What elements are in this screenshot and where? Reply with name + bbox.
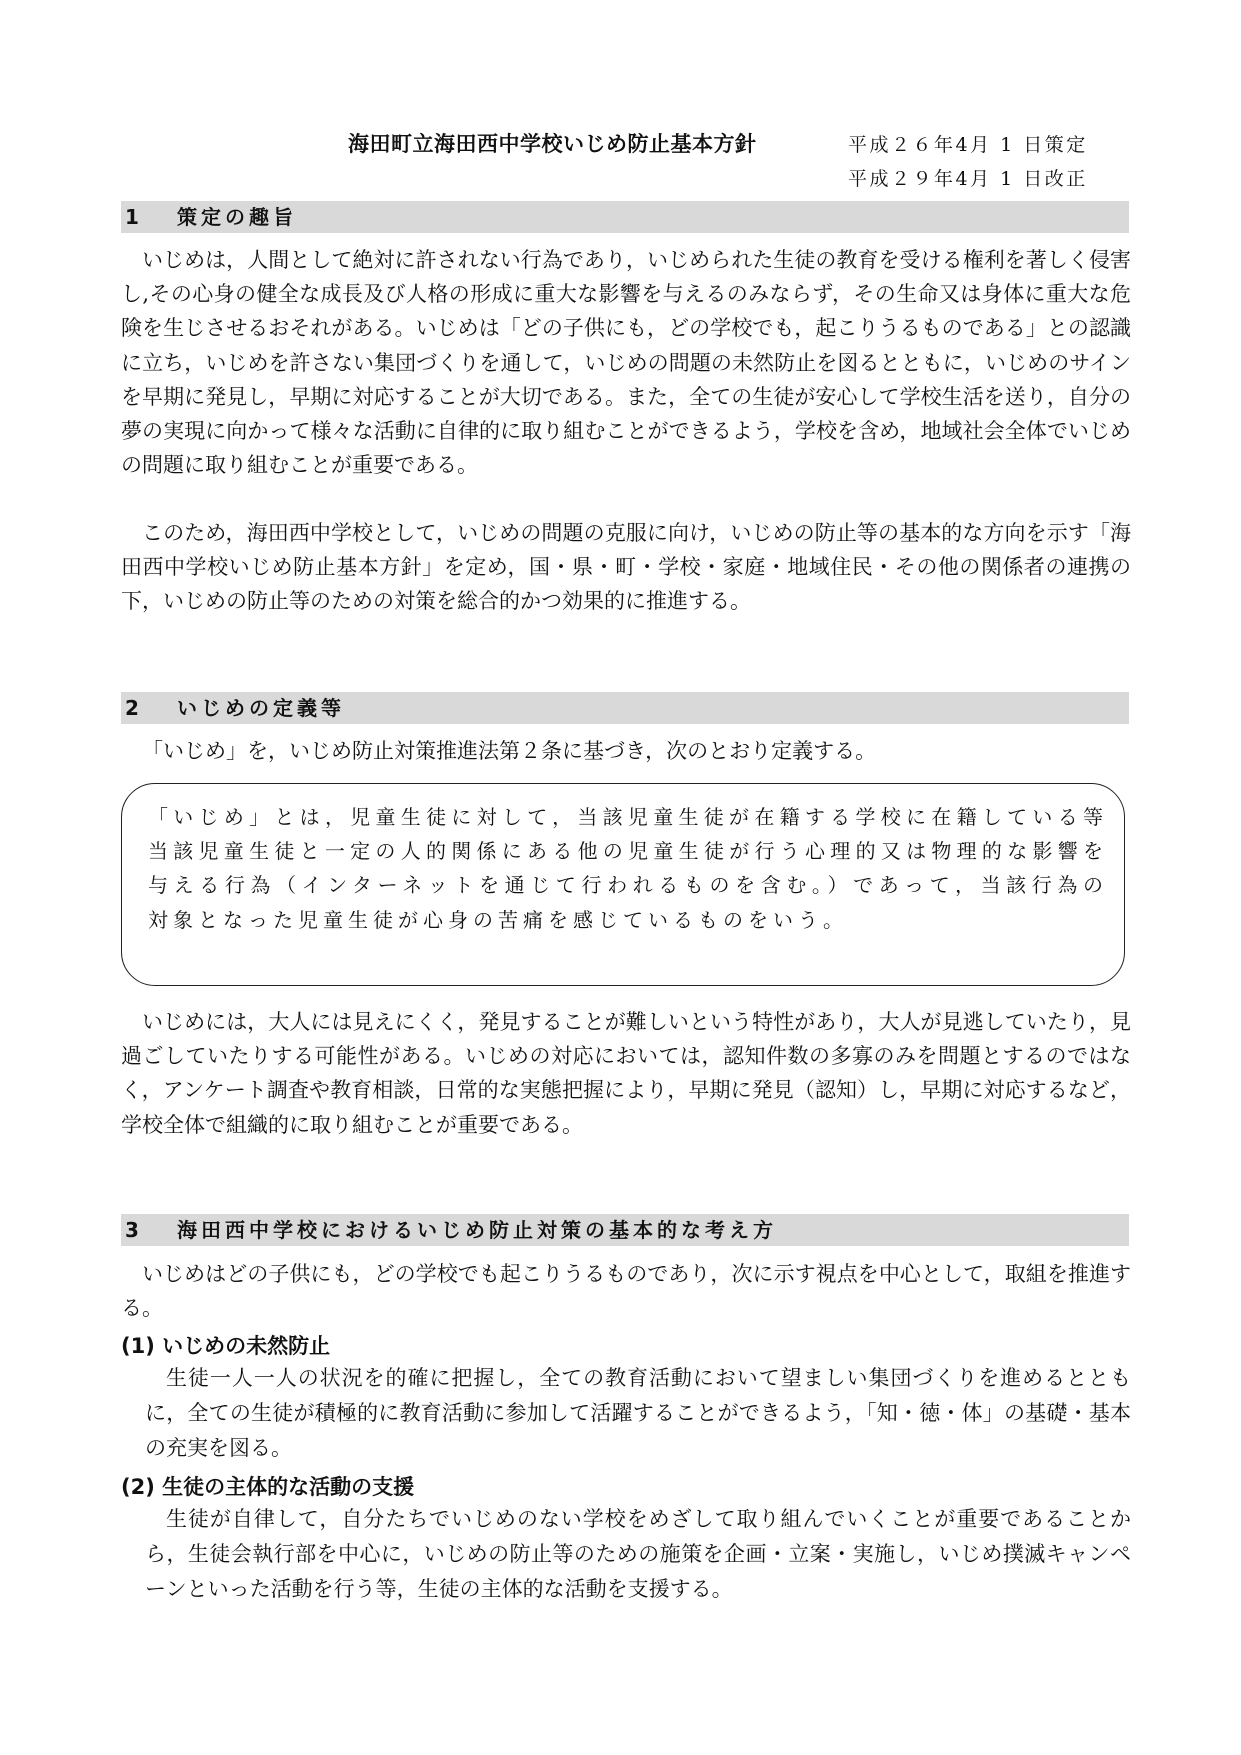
- section-3-intro: いじめはどの子供にも，どの学校でも起こりうるものであり，次に示す視点を中心として，取組を推進する。: [121, 1262, 1131, 1321]
- section-1-heading: [121, 201, 1129, 233]
- section-1-number: 1: [125, 205, 139, 229]
- section-2-number: 2: [125, 696, 139, 720]
- section-2-paragraph: いじめには，大人には見えにくく，発見することが難しいという特性があり，大人が見逃していたり，見過ごしていたりする可能性がある。いじめの対応においては，認知件数の多寡のみを問題とするのではなく，アンケート調査や教育相談，日常的な実態把握により，早期に発見（認知）し，早期に対応するなど，学校全体で組織的に取り組むことが重要である。: [121, 1010, 1131, 1137]
- subsection-2-heading: (2) 生徒の主体的な活動の支援: [121, 1475, 415, 1499]
- date-revised: 平成２９年4月 1 日改正: [848, 168, 1088, 190]
- section-2-title: いじめの定義等: [177, 696, 345, 720]
- subsection-2-text: 生徒が自律して，自分たちでいじめのない学校をめざして取り組んでいくことが重要であることから，生徒会執行部を中心に，いじめの防止等のための施策を企画・立案・実施し，いじめ撲滅キャンペーンといった活動を行う等，生徒の主体的な活動を支援する。: [145, 1507, 1131, 1601]
- section-2-intro: 「いじめ」を，いじめ防止対策推進法第２条に基づき，次のとおり定義する。: [142, 739, 877, 763]
- section-2-heading: [121, 692, 1129, 724]
- section-3-number: 3: [125, 1218, 139, 1242]
- date-established: 平成２６年4月 1 日策定: [848, 134, 1088, 156]
- section-1-title: 策定の趣旨: [177, 205, 297, 229]
- section-1-paragraph-1: いじめは，人間として絶対に許されない行為であり，いじめられた生徒の教育を受ける権利を著しく侵害し,その心身の健全な成長及び人格の形成に重大な影響を与えるのみならず，その生命又は身体に重大な危険を生じさせるおそれがある。いじめは「どの子供にも，どの学校でも，起こりうるものである」との認識に立ち，いじめを許さない集団づくりを通して，いじめの問題の未然防止を図るとともに，いじめのサインを早期に発見し，早期に対応することが大切である。また，全ての生徒が安心して学校生活を送り，自分の夢の実現に向かって様々な活動に自律的に取り組むことができるよう，学校を含め，地域社会全体でいじめの問題に取り組むことが重要である。: [121, 248, 1131, 478]
- section-3-title: 海田西中学校におけるいじめ防止対策の基本的な考え方: [177, 1218, 777, 1242]
- subsection-1-heading: (1) いじめの未然防止: [121, 1334, 331, 1358]
- section-1-paragraph-2: このため，海田西中学校として，いじめの問題の克服に向け，いじめの防止等の基本的な方向を示す「海田西中学校いじめ防止基本方針」を定め，国・県・町・学校・家庭・地域住民・その他の関係者の連携の下，いじめの防止等のための対策を総合的かつ効果的に推進する。: [121, 521, 1131, 614]
- definition-text: 「いじめ」とは，児童生徒に対して，当該児童生徒が在籍する学校に在籍している等当該児童生徒と一定の人的関係にある他の児童生徒が行う心理的又は物理的な影響を与える行為（インターネットを通じて行われるものを含む。）であって，当該行為の対象となった児童生徒が心身の苦痛を感じているものをいう。: [148, 805, 1108, 932]
- subsection-1-text: 生徒一人一人の状況を的確に把握し，全ての教育活動において望ましい集団づくりを進めるとともに，全ての生徒が積極的に教育活動に参加して活躍することができるよう，「知・徳・体」の基礎・基本の充実を図る。: [145, 1366, 1131, 1460]
- section-3-heading: [121, 1214, 1129, 1246]
- document-title: 海田町立海田西中学校いじめ防止基本方針: [348, 132, 757, 156]
